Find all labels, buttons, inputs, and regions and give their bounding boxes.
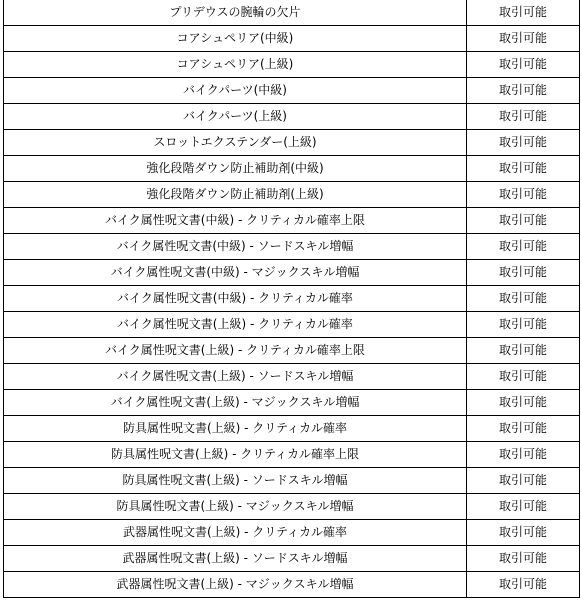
table-row — [4, 546, 580, 572]
trade-status-cell: 取引可能 — [467, 312, 580, 338]
table-row — [4, 182, 580, 208]
item-name-cell: 武器属性呪文書(上級) - マジックスキル増幅 — [4, 572, 467, 598]
trade-status-cell: 取引可能 — [467, 338, 580, 364]
table-row — [4, 312, 580, 338]
table-row — [4, 104, 580, 130]
table-row — [4, 156, 580, 182]
item-name-cell: プリデウスの腕輪の欠片 — [4, 0, 467, 26]
trade-status-cell: 取引可能 — [467, 286, 580, 312]
trade-status-cell: 取引可能 — [467, 390, 580, 416]
trade-status-cell: 取引可能 — [467, 364, 580, 390]
item-name-cell: 強化段階ダウン防止補助剤(中級) — [4, 156, 467, 182]
trade-status-cell: 取引可能 — [467, 208, 580, 234]
item-table — [3, 0, 580, 598]
table-row — [4, 416, 580, 442]
table-row — [4, 338, 580, 364]
table-row — [4, 286, 580, 312]
item-name-cell: バイク属性呪文書(上級) - クリティカル確率 — [4, 312, 467, 338]
table-row — [4, 494, 580, 520]
trade-status-cell: 取引可能 — [467, 78, 580, 104]
item-name-cell: 武器属性呪文書(上級) - クリティカル確率 — [4, 520, 467, 546]
item-table-container — [3, 0, 577, 598]
table-row — [4, 234, 580, 260]
trade-status-cell: 取引可能 — [467, 234, 580, 260]
trade-status-cell: 取引可能 — [467, 182, 580, 208]
table-row — [4, 390, 580, 416]
item-name-cell: バイク属性呪文書(上級) - マジックスキル増幅 — [4, 390, 467, 416]
item-name-cell: 防具属性呪文書(上級) - マジックスキル増幅 — [4, 494, 467, 520]
item-name-cell: バイク属性呪文書(中級) - クリティカル確率上限 — [4, 208, 467, 234]
table-row — [4, 520, 580, 546]
trade-status-cell: 取引可能 — [467, 520, 580, 546]
trade-status-cell: 取引可能 — [467, 442, 580, 468]
item-name-cell: バイク属性呪文書(上級) - ソードスキル増幅 — [4, 364, 467, 390]
trade-status-cell: 取引可能 — [467, 468, 580, 494]
trade-status-cell: 取引可能 — [467, 494, 580, 520]
trade-status-cell: 取引可能 — [467, 104, 580, 130]
trade-status-cell: 取引可能 — [467, 156, 580, 182]
table-row — [4, 0, 580, 26]
item-name-cell: スロットエクステンダー(上級) — [4, 130, 467, 156]
item-name-cell: コアシュペリア(中級) — [4, 26, 467, 52]
trade-status-cell: 取引可能 — [467, 0, 580, 26]
trade-status-cell: 取引可能 — [467, 52, 580, 78]
table-row — [4, 208, 580, 234]
item-name-cell: バイクパーツ(中級) — [4, 78, 467, 104]
table-row — [4, 52, 580, 78]
item-name-cell: コアシュペリア(上級) — [4, 52, 467, 78]
table-row — [4, 130, 580, 156]
item-name-cell: 強化段階ダウン防止補助剤(上級) — [4, 182, 467, 208]
trade-status-cell: 取引可能 — [467, 416, 580, 442]
item-name-cell: バイク属性呪文書(中級) - クリティカル確率 — [4, 286, 467, 312]
table-row — [4, 468, 580, 494]
table-row — [4, 26, 580, 52]
table-row — [4, 572, 580, 598]
item-name-cell: バイク属性呪文書(中級) - マジックスキル増幅 — [4, 260, 467, 286]
table-row — [4, 364, 580, 390]
item-name-cell: バイク属性呪文書(中級) - ソードスキル増幅 — [4, 234, 467, 260]
trade-status-cell: 取引可能 — [467, 260, 580, 286]
table-row — [4, 78, 580, 104]
table-row — [4, 442, 580, 468]
trade-status-cell: 取引可能 — [467, 26, 580, 52]
item-name-cell: 防具属性呪文書(上級) - クリティカル確率上限 — [4, 442, 467, 468]
item-name-cell: 武器属性呪文書(上級) - ソードスキル増幅 — [4, 546, 467, 572]
table-row — [4, 260, 580, 286]
item-table-body — [4, 0, 580, 598]
trade-status-cell: 取引可能 — [467, 130, 580, 156]
item-name-cell: バイク属性呪文書(上級) - クリティカル確率上限 — [4, 338, 467, 364]
trade-status-cell: 取引可能 — [467, 546, 580, 572]
trade-status-cell: 取引可能 — [467, 572, 580, 598]
item-name-cell: バイクパーツ(上級) — [4, 104, 467, 130]
item-name-cell: 防具属性呪文書(上級) - ソードスキル増幅 — [4, 468, 467, 494]
item-name-cell: 防具属性呪文書(上級) - クリティカル確率 — [4, 416, 467, 442]
